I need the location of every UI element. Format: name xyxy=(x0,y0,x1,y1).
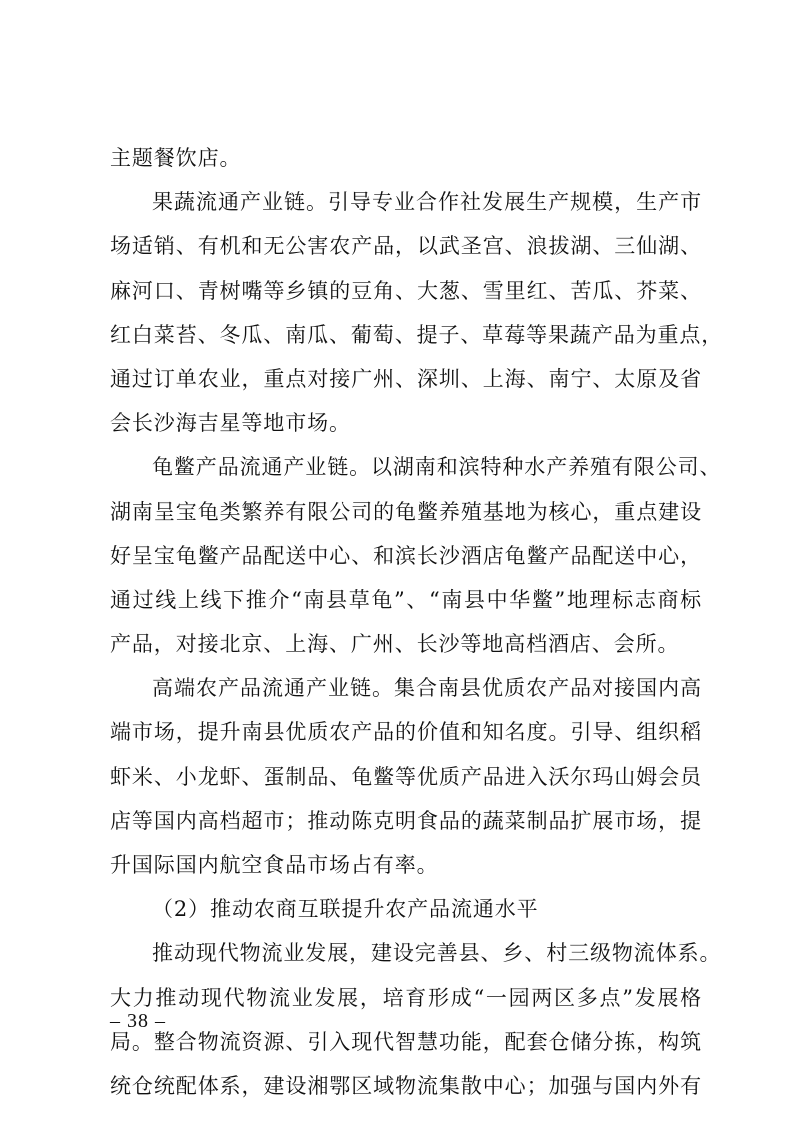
page-number: – 38 – xyxy=(110,1010,166,1032)
text-line: 推动现代物流业发展，建设完善县、乡、村三级物流体系。 xyxy=(152,941,722,966)
text-line: 果蔬流通产业链。引导专业合作社发展生产规模，生产市 xyxy=(152,190,702,215)
text-line: 好呈宝龟鳖产品配送中心、和滨长沙酒店龟鳖产品配送中心， xyxy=(110,543,702,568)
text-line: 局。整合物流资源、引入现代智慧功能，配套仓储分拣，构筑 xyxy=(110,1029,702,1054)
text-line: 端市场，提升南县优质农产品的价值和知名度。引导、组织稻 xyxy=(110,720,702,745)
text-line: 场适销、有机和无公害农产品，以武圣宫、浪拔湖、三仙湖、 xyxy=(110,234,702,259)
text-line: 通过订单农业，重点对接广州、深圳、上海、南宁、太原及省 xyxy=(110,366,702,391)
text-line: 店等国内高档超市；推动陈克明食品的蔬菜制品扩展市场，提 xyxy=(110,808,702,833)
body-text xyxy=(110,136,724,1108)
text-line: 统仓统配体系，建设湘鄂区域物流集散中心；加强与国内外有 xyxy=(110,1073,702,1098)
text-line: 升国际国内航空食品市场占有率。 xyxy=(110,853,439,877)
text-line: 麻河口、青树嘴等乡镇的豆角、大葱、雪里红、苦瓜、芥菜、 xyxy=(110,278,702,303)
text-line: 产品，对接北京、上海、广州、长沙等地高档酒店、会所。 xyxy=(110,632,680,657)
text-line: 主题餐饮店。 xyxy=(110,146,242,170)
text-line: （2）推动农商互联提升农产品流通水平 xyxy=(152,897,539,922)
text-line: 大力推动现代物流业发展，培育形成“一园两区多点”发展格 xyxy=(110,985,702,1010)
text-line: 龟鳖产品流通产业链。以湖南和滨特种水产养殖有限公司、 xyxy=(152,455,722,480)
text-line: 高端农产品流通产业链。集合南县优质农产品对接国内高 xyxy=(152,676,702,701)
text-line: 虾米、小龙虾、蛋制品、龟鳖等优质产品进入沃尔玛山姆会员 xyxy=(110,764,702,789)
text-line: 通过线上线下推介“南县草龟”、“南县中华鳖”地理标志商标 xyxy=(110,587,702,612)
text-line: 湖南呈宝龟类繁养有限公司的龟鳖养殖基地为核心，重点建设 xyxy=(110,499,702,524)
text-line: 会长沙海吉星等地市场。 xyxy=(110,411,351,436)
text-line: 红白菜苔、冬瓜、南瓜、葡萄、提子、草莓等果蔬产品为重点， xyxy=(110,322,724,347)
